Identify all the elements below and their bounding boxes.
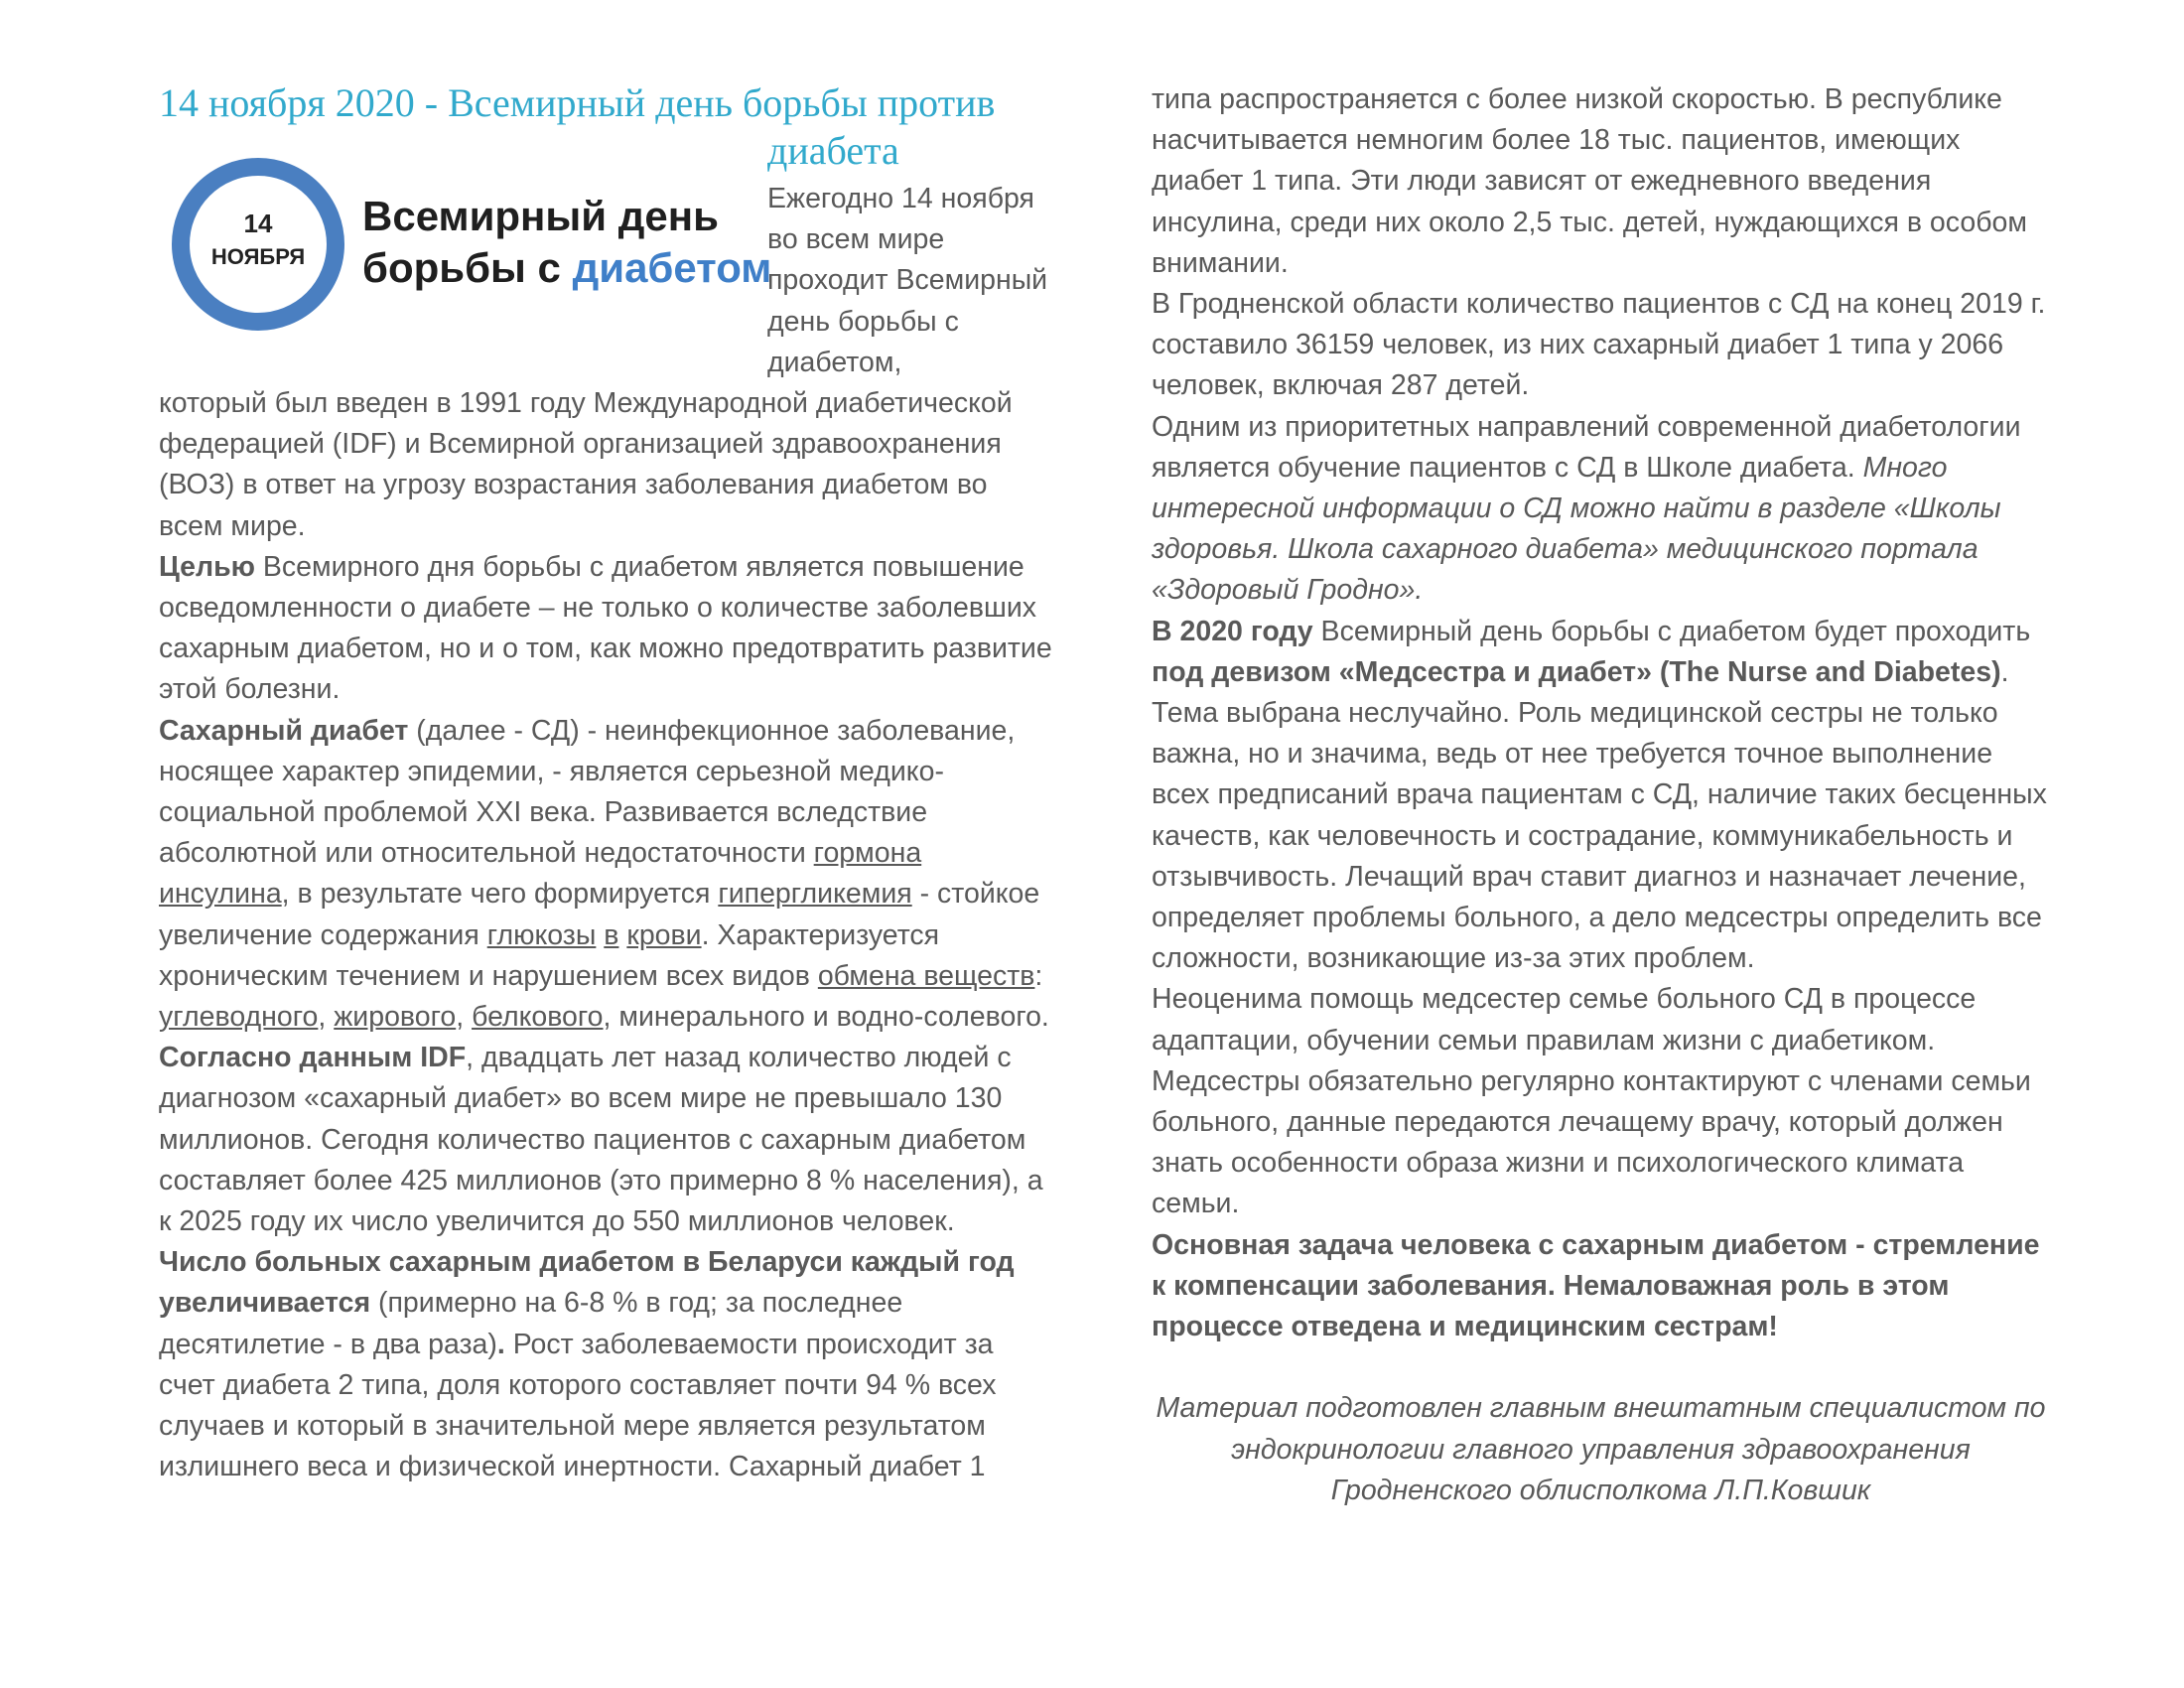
school-italic: Много интересной информации о СД можно найти в разделе «Школы здоровья. Школа сахарного диабета» медицинского портала «Здоровый Гродно». [1152,451,2001,607]
definition-text-10: , [456,1001,473,1034]
main-task-bold: Основная задача человека с сахарным диабетом - стремление к компенсации заболевания. Немаловажная роль в этом процессе отведена и медицинским сестрам! [1152,1228,2040,1343]
definition-text-8: : [1034,959,1043,992]
title-line-2: диабета [767,128,899,173]
link-glucose[interactable]: глюкозы [486,918,597,951]
link-hormone[interactable]: гормона [813,837,922,870]
link-fat[interactable]: жирового [334,1001,457,1034]
logo-badge-day: 14 [243,209,273,238]
intro-continuation: который был введен в 1991 году Международной диабетической федерацией (IDF) и Всемирной организацией здравоохранения (ВОЗ) в ответ на угрозу возрастания заболевания диабетом во всем мире. [159,387,1013,542]
goal-text: Всемирного дня борьбы с диабетом является повышение осведомленности о диабете – не только о количестве заболевших сахарным диабетом, но и о том, как можно предотвратить развитие этой болезни. [159,550,1052,706]
logo-caption-line-2 [362,244,771,291]
logo-graphic [159,151,772,338]
definition-text-7: . Характеризуется хроническим течением и нарушением всех видов [159,918,940,992]
belarus-bold: Число больных сахарным диабетом в Беларуси каждый год увеличивается [159,1246,1015,1320]
definition-text-3: , в результате чего формируется [281,878,719,911]
title-line-1: 14 ноября 2020 - Всемирный день борьбы против [159,80,996,125]
motto-text-2: . [2000,655,2009,688]
left-column [159,383,1057,1487]
definition-text-1: (далее - СД) - неинфекционное заболевание, носящее характер эпидемии, - является серьезной медико-социальной проблемой XXI века. Развивается вследствие абсолютной или относительной недостаточности [159,714,1016,870]
link-blood[interactable]: крови [626,918,702,951]
motto-text-1: Всемирный день борьбы с диабетом будет проходить [1312,615,2031,647]
definition-text-9: , [318,1001,335,1034]
author-credit: Материал подготовлен главным внештатным специалистом по эндокринологии главного управления здравоохранения Гродненского облисполкома Л.П.Ковшик [1156,1392,2046,1506]
goal-bold: Целью [159,550,255,583]
help-paragraph: Неоценима помощь медсестер семье больного СД в процессе адаптации, обучении семьи правилам жизни с диабетиком. Медсестры обязательно регулярно контактируют с членами семьи больного, данные передаются лечащему врачу, который должен знать особенности образа жизни и психологического климата семьи. [1152,983,2031,1220]
definition-bold: Сахарный диабет [159,714,409,747]
idf-bold: Согласно данным IDF [159,1042,467,1074]
logo-caption-line-1: Всемирный день [362,193,719,239]
link-carbohydrate[interactable]: углеводного [159,1001,319,1034]
link-insulin[interactable]: инсулина [159,878,282,911]
logo-caption-prefix: борьбы с [362,244,573,291]
grodno-paragraph: В Гродненской области количество пациентов с СД на конец 2019 г. составило 36159 человек, из них сахарный диабет 1 типа у 2066 человек, включая 287 детей. [1152,288,2046,402]
idf-text: , двадцать лет назад количество людей с диагнозом «сахарный диабет» во всем мире не превышало 130 миллионов. Сегодня количество пациентов с сахарным диабетом составляет более 425 миллионов (это примерно 8 % населения), а к 2025 году их число увеличится до 550 миллионов человек. [159,1042,1043,1238]
link-protein[interactable]: белкового [472,1001,604,1034]
belarus-text-2: Рост заболеваемости происходит за счет диабета 2 типа, доля которого составляет почти 94 % всех случаев и который в значительной мере является результатом излишнего веса и физической инертности. Сахарный диабет 1 [159,1328,997,1483]
theme-paragraph: Тема выбрана неслучайно. Роль медицинской сестры не только важна, но и значима, ведь от нее требуется точное выполнение всех предписаний врача пациентам с СД, наличие таких бесценных качеств, как человечность и сострадание, коммуникабельность и отзывчивость. Лечащий врач ставит диагноз и назначает лечение, определяет проблемы больного, а дело медсестры определить все сложности, возникающие из-за этих проблем. [1152,697,2047,975]
definition-text-11: , минерального и водно-солевого. [603,1001,1049,1034]
link-metabolism[interactable]: обмена веществ [817,959,1035,992]
right-column [1152,79,2050,1511]
link-hyperglycemia[interactable]: гипергликемия [718,878,912,911]
belarus-paragraph-part-2 [1152,79,2050,284]
motto-paragraph [1152,612,2050,693]
belarus-text-continued: типа распространяется с более низкой скоростью. В республике насчитывается немногим более 18 тыс. пациентов, имеющих диабет 1 типа. Эти люди зависят от ежедневного введения инсулина, среди них около 2,5 тыс. детей, нуждающихся в особом внимании. [1152,83,2027,279]
idf-paragraph [159,1038,1057,1242]
goal-paragraph [159,547,1057,711]
school-paragraph [1152,407,2050,612]
motto-bold-slogan: под девизом «Медсестра и диабет» (The Nurse and Diabetes) [1152,655,2001,688]
belarus-paragraph-part-1 [159,1242,1057,1487]
main-task-paragraph [1152,1225,2050,1348]
world-diabetes-day-logo [159,151,772,338]
logo-badge-month: НОЯБРЯ [210,244,306,269]
intro-side-text: Ежегодно 14 ноября во всем мире проходит Всемирный день борьбы с диабетом, [767,183,1048,378]
definition-paragraph [159,711,1057,1039]
school-text: Одним из приоритетных направлений современной диабетологии является обучение пациентов с СД в Школе диабета. [1152,410,2021,484]
definition-text-4: - стойкое увеличение содержания [159,878,1040,951]
logo-caption-accent: диабетом [572,244,772,291]
motto-bold-year: В 2020 году [1152,615,1313,647]
link-in[interactable]: в [604,918,619,951]
belarus-text-1: (примерно на 6-8 % в год; за последнее десятилетие - в два раза) [159,1287,903,1360]
belarus-bold-dot: . [496,1328,505,1360]
